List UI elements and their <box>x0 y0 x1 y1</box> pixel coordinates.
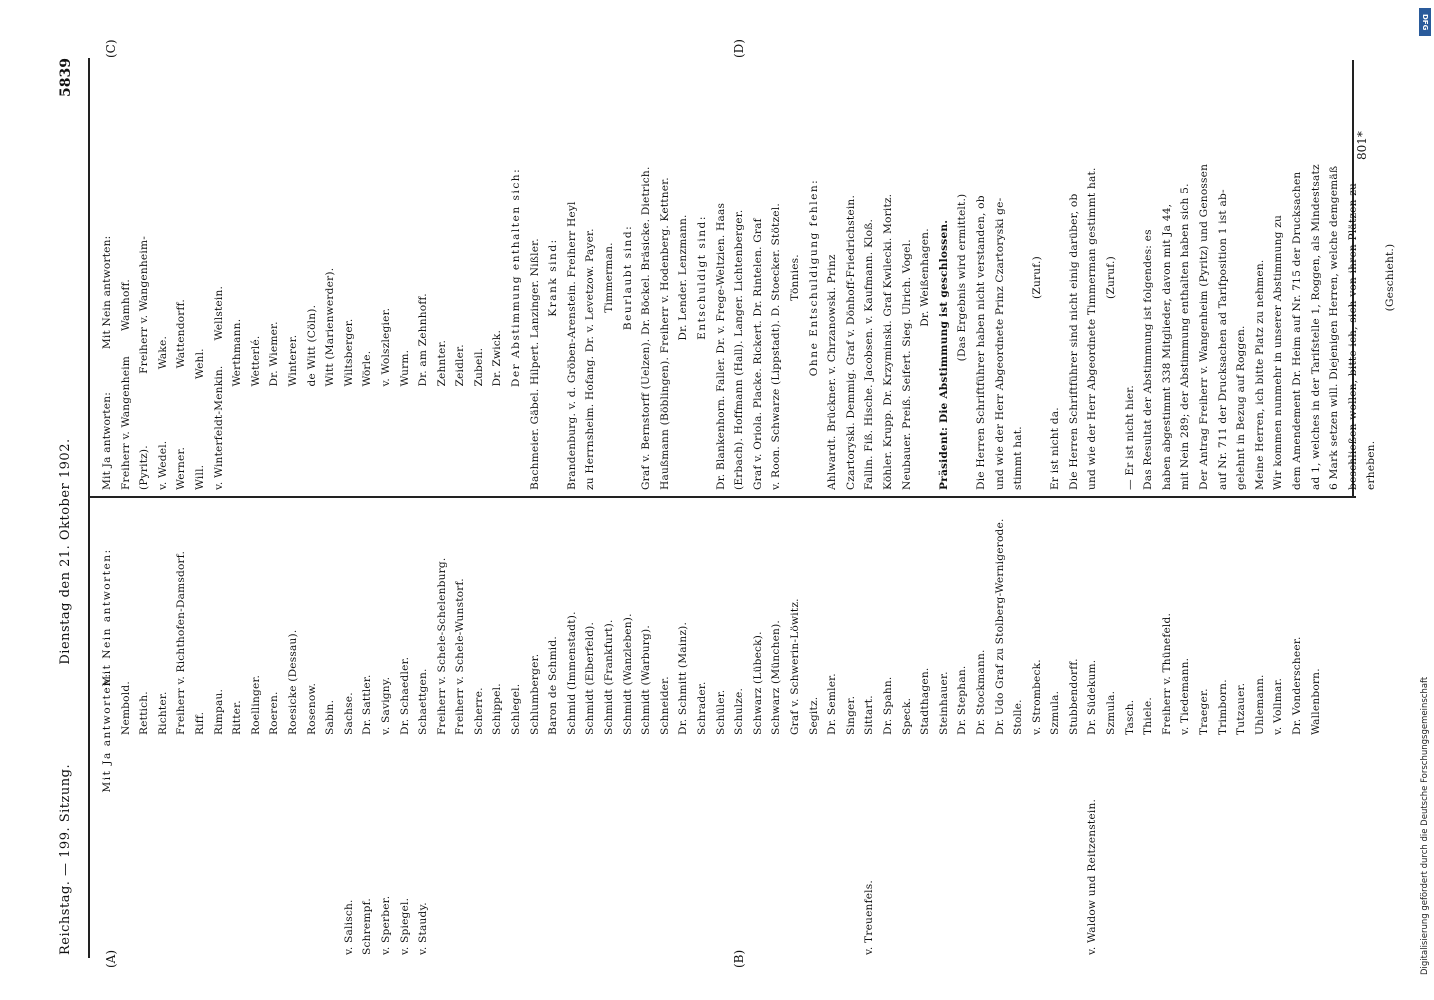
text-line: Tutzauer. <box>1235 682 1248 735</box>
page-number: 5839 <box>58 58 74 97</box>
text-line: und wie der Herr Abgeordnete Prinz Czartoryski ge- <box>993 197 1006 490</box>
text-line: (Geschieht.) <box>1383 243 1396 312</box>
text-line: — Er ist nicht hier. <box>1123 385 1136 490</box>
text-line: Beurlaubt sind: <box>621 224 634 331</box>
text-line: Roellinger. <box>249 674 262 735</box>
text-line: Segitz. <box>807 696 820 735</box>
text-line: v. Sperber. <box>379 895 392 955</box>
text-line: Dr. Schaedler. <box>398 656 411 735</box>
text-line: Winterer. <box>286 334 299 490</box>
text-line: Dr. Südekum. <box>1086 659 1099 735</box>
text-line: Dr. Wiemer. <box>268 321 281 490</box>
text-line: Graf v. Bernstorff (Uelzen). Dr. Böckel. Bräsicke. Dietrich. <box>640 166 653 490</box>
text-line: auf Nr. 711 der Drucksachen ad Tarifposition 1 ist ab- <box>1216 189 1229 490</box>
text-line: Krank sind: <box>547 238 560 317</box>
text-line: v. Staudy. <box>417 902 430 955</box>
text-line: Stadthagen. <box>919 667 932 735</box>
text-line: Thiele. <box>1142 697 1155 735</box>
text-line: Wurm. <box>398 349 411 490</box>
text-line: (Zuruf.) <box>1105 256 1118 299</box>
text-line: Wallenborn. <box>1309 668 1322 735</box>
column-right-text <box>98 65 1400 490</box>
text-line: Dr. Schmitt (Mainz). <box>677 621 690 735</box>
text-line: Das Resultat der Abstimmung ist folgendes: es <box>1142 229 1155 490</box>
running-header <box>58 55 73 955</box>
text-line: Sittart. <box>863 695 876 735</box>
text-line: Rimpau. <box>212 688 225 735</box>
text-line: v. Roon. Schwarze (Lippstadt). D. Stoecker. Stötzel. <box>770 203 783 490</box>
text-line: Schlumberger. <box>528 653 541 735</box>
text-line: Scherre. <box>472 687 485 735</box>
text-line: ad 1, welches in der Tarifstelle 1, Roggen, als Mindestsatz <box>1309 164 1322 490</box>
text-line: Schmidt (Elberfeld). <box>584 621 597 735</box>
text-line: mit Nein 289; der Abstimmung enthalten haben sich 5. <box>1179 183 1192 490</box>
text-line: (Erbach). Hoffmann (Hall). Langer. Lichtenberger. <box>733 209 746 490</box>
text-line: beschließen wollen, bitte ich, sich von ihren Plätzen zu <box>1346 182 1359 490</box>
text-line: Ritter. <box>231 700 244 735</box>
text-line: Schrempf. <box>361 898 374 955</box>
text-line: Er ist nicht da. <box>1049 407 1062 490</box>
text-line: Traeger. <box>1198 688 1211 735</box>
text-line: Graf v. Oriola. Placke. Rickert. Dr. Rintelen. Graf <box>751 218 764 490</box>
margin-marker-a: (A) <box>104 949 118 968</box>
header-center: Dienstag den 21. Oktober 1902. <box>58 438 73 665</box>
text-line: Zeidler. <box>454 344 467 490</box>
text-line: Schmidt (Wanzleben). <box>621 613 634 735</box>
text-line: Dr. Vonderscheer. <box>1291 636 1303 735</box>
text-line: Witt (Marienwerder). <box>324 267 337 490</box>
text-line: Schwarz (München). <box>770 620 783 735</box>
text-line: Entschuldigt sind: <box>696 215 708 340</box>
text-line: Schlegel. <box>510 683 523 735</box>
text-line: Werner. Wattendorff. <box>175 299 188 490</box>
text-line: Will. Wehl. <box>193 348 206 490</box>
text-line: v. Tiedemann. <box>1179 657 1192 735</box>
margin-marker-d: (D) <box>732 39 746 58</box>
text-line: Dr. Sattler. <box>361 674 374 735</box>
text-line: Dr. Blankenhorn. Faller. Dr. v. Frege-Weltzien. Haas <box>714 202 727 490</box>
sheet-number: 801* <box>1355 131 1369 160</box>
text-line: Zehnter. <box>435 339 448 490</box>
text-line: Dr. Spahn. <box>881 676 894 735</box>
text-line: Wetterlé. <box>249 335 262 490</box>
text-line: haben abgestimmt 338 Mitglieder, davon mit Ja 44, <box>1160 203 1173 490</box>
text-line: Schmidt (Warburg). <box>640 625 653 735</box>
digitization-note: Digitalisierung gefördert durch die Deutsche Forschungsgemeinschaft <box>1420 676 1430 975</box>
header-rule <box>88 58 90 958</box>
text-line: Brandenburg. v. d. Gröben-Arenstein. Freiherr Heyl <box>565 201 578 490</box>
text-line: gelehnt in Bezug auf Roggen. <box>1235 325 1248 490</box>
text-line: Schüler. <box>714 689 727 735</box>
text-line: Dr. Stockmann. <box>974 649 987 735</box>
text-line: Mit Nein antworten: <box>101 548 113 687</box>
text-line: 6 Mark setzen will. Diejenigen Herren, welche demgemäß <box>1328 165 1341 490</box>
column-nein-voters <box>98 500 1325 735</box>
text-line: Zubeil. <box>472 347 485 490</box>
text-line: Stolle. <box>1012 699 1025 735</box>
text-line: v. Waldow und Reitzenstein. <box>1086 798 1099 955</box>
text-line: Dr. am Zehnhoff. <box>417 293 430 490</box>
text-line: Roesicke (Dessau). <box>286 629 299 735</box>
text-line: Roeren. <box>268 691 281 735</box>
text-line: Schaettgen. <box>417 668 430 735</box>
text-line: Szmula. <box>1049 690 1062 735</box>
text-line: Sachse. <box>342 692 355 735</box>
text-line: v. Wedel. Wake. <box>156 335 169 490</box>
text-line: Meine Herren, ich bitte Platz zu nehmen. <box>1253 259 1266 490</box>
text-line: v. Savigny. <box>379 676 392 735</box>
text-line: Wir kommen nunmehr in unserer Abstimmung zu <box>1272 214 1285 490</box>
text-line: Schwarz (Lübeck). <box>751 631 764 735</box>
text-line: Mit Ja antworten: <box>101 672 113 793</box>
text-line: Stubbendorff. <box>1067 658 1080 735</box>
text-line: (Das Ergebnis wird ermittelt.) <box>956 193 969 362</box>
text-line: (Zuruf.) <box>1030 256 1043 299</box>
text-line: und wie der Herr Abgeordnete Timmerman gestimmt hat. <box>1086 167 1099 490</box>
text-line: Timmerman. <box>603 242 616 313</box>
text-line: Freiherr v. Richthofen-Damsdorf. <box>175 550 188 735</box>
text-line: Szmula. <box>1105 690 1118 735</box>
text-line: Ohne Entschuldigung fehlen: <box>807 178 820 377</box>
text-line: Wörle. <box>361 350 374 490</box>
text-line: Dr. Zwick. <box>491 329 504 490</box>
text-line: Dr. Weißenhagen. <box>919 228 932 327</box>
text-line: Dr. Stephan. <box>956 665 969 735</box>
text-line: dem Amendement Dr. Heim auf Nr. 715 der Drucksachen <box>1291 171 1303 490</box>
text-line: Riff. <box>193 711 206 735</box>
text-line: Graf v. Schwerin-Löwitz. <box>788 598 801 735</box>
text-line: Neubauer. Preiß. Seifert. Sieg. Ulrich. Vogel. <box>900 239 913 490</box>
text-line: Rettich. <box>138 691 151 735</box>
text-line: v. Treuenfels. <box>863 880 876 955</box>
text-line: Freiherr v. Schele-Wunstorf. <box>454 578 467 735</box>
text-line: v. Strombeck. <box>1030 659 1043 735</box>
text-line: Steinhauer. <box>937 671 950 735</box>
text-line: Haußmann (Böblingen). Freiherr v. Hodenberg. Kettner. <box>658 177 671 490</box>
text-line: Dr. Udo Graf zu Stolberg-Wernigerode. <box>993 518 1006 735</box>
text-line: Der Antrag Freiherr v. Wangenheim (Pyritz) und Genossen <box>1198 163 1211 490</box>
column-divider <box>88 496 1356 498</box>
text-line: Werthmann. <box>231 318 244 490</box>
text-line: Schippel. <box>491 683 504 735</box>
text-line: v. Winterfeldt-Menkin. Wellstein. <box>212 285 225 490</box>
text-line: Nembold. <box>119 681 132 735</box>
header-left: Reichstag. — 199. Sitzung. <box>58 763 73 955</box>
margin-marker-c: (C) <box>104 39 118 58</box>
text-line: Richter. <box>156 691 169 735</box>
text-line: Schmid (Immenstadt). <box>565 611 578 735</box>
text-line: stimmt hat. <box>1012 426 1025 490</box>
text-line: Trimborn. <box>1216 679 1229 735</box>
text-line: Schneider. <box>658 676 671 735</box>
text-line: Uhlemann. <box>1253 674 1266 735</box>
text-line: Bachmeier. Gäbel. Hilpert. Lanzinger. Nißler. <box>528 238 541 490</box>
text-line: Rosenow. <box>305 682 318 735</box>
text-line: Die Herren Schriftführer sind nicht einig darüber, ob <box>1067 193 1080 490</box>
dfg-logo: DFG <box>1419 8 1431 36</box>
text-line: Schrader. <box>696 681 708 735</box>
text-line: Fallin. Fiß. Hische. Jacobsen. v. Kaufmann. Kloß. <box>863 218 876 490</box>
text-line: Freiherr v. Thünefeld. <box>1160 612 1173 735</box>
text-line: Freiherr v. Wangenheim Wamhoff. <box>119 279 132 490</box>
text-line: Der Abstimmung enthalten sich: <box>510 167 523 388</box>
text-line: Freiherr v. Schele-Schelenburg. <box>435 557 448 735</box>
text-line: Köhler. Krupp. Dr. Krzyminski. Graf Kwilecki. Moritz. <box>881 193 894 490</box>
text-line: v. Salisch. <box>342 899 355 955</box>
text-line: zu Herrnsheim. Hofang. Dr. v. Levetzow. Payer. <box>584 228 597 490</box>
text-line: Tasch. <box>1123 699 1136 735</box>
text-line: Tönnies. <box>788 254 801 301</box>
text-line: v. Wolszlegier. <box>379 307 392 490</box>
text-line: Wiltsberger. <box>342 318 355 490</box>
text-line: Die Herren Schriftführer haben nicht verstanden, ob <box>974 195 987 490</box>
text-line: (Pyritz). Freiherr v. Wangenheim- <box>138 236 151 490</box>
text-line: Dr. Semler. <box>826 673 839 735</box>
text-line: erheben. <box>1365 440 1378 490</box>
text-line: Mit Ja antworten: Mit Nein antworten: <box>101 235 113 490</box>
text-line: Sabin. <box>324 699 337 735</box>
text-line: v. Spiegel. <box>398 897 411 955</box>
text-line: de Witt (Cöln). <box>305 304 318 490</box>
text-line: Präsident: Die Abstimmung ist geschlossen. <box>937 219 950 490</box>
text-line: Dr. Lender. Lenzmann. <box>677 214 690 341</box>
text-line: Ahlwardt. Brückner. v. Chrzanowski. Prinz <box>826 254 839 490</box>
text-line: Singer. <box>844 695 857 735</box>
text-line: Speck. <box>900 697 913 735</box>
margin-marker-b: (B) <box>732 949 746 968</box>
text-line: v. Vollmar. <box>1272 677 1285 735</box>
text-line: Schmidt (Frankfurt). <box>603 619 616 735</box>
text-line: Czartoryski. Demmig. Graf v. Dönhoff-Friedrichstein. <box>844 194 857 490</box>
text-line: Baron de Schmid. <box>547 636 560 735</box>
text-line: Schulze. <box>733 687 746 735</box>
